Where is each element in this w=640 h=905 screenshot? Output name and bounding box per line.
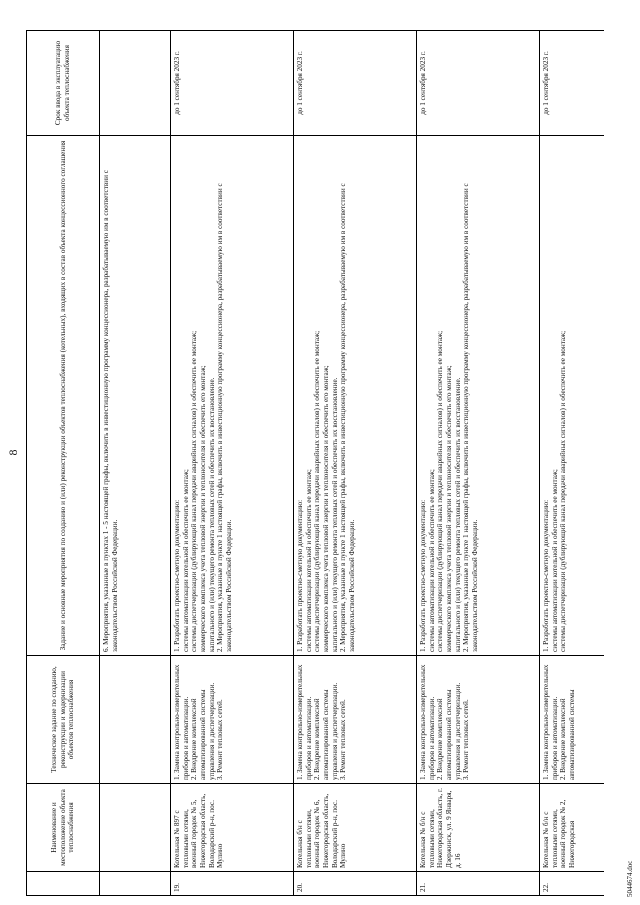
event-item: системы автоматизации котельной и обеспечить ее монтаж; bbox=[181, 469, 190, 652]
object-name-cell bbox=[100, 784, 171, 872]
event-item: 1. Разработать проектно-сметную документацию: bbox=[542, 499, 550, 652]
commissioning-term-cell: до 1 сентября 2023 г. bbox=[171, 31, 294, 136]
page-number: 8 bbox=[6, 449, 20, 456]
commissioning-term-cell: до 1 сентября 2023 г. bbox=[540, 31, 605, 136]
footer-doc-id: 5044674.doc bbox=[626, 860, 634, 897]
task-item: 2. Внедрение комплексной автоматизированной системы управления и диспетчеризации. bbox=[313, 682, 339, 780]
task-item: 3. Ремонт тепловых сетей. bbox=[462, 699, 471, 780]
event-item: капитального и (или) текущего ремонта тепловых сетей и обеспечить их восстановление. bbox=[207, 377, 216, 652]
events-cell bbox=[171, 136, 294, 656]
header-commissioning-term: Срок ввода в эксплуатацию объекта теплоснабжения bbox=[27, 31, 100, 136]
event-item: системы автоматизации котельной и обеспечить ее монтаж; bbox=[550, 469, 559, 652]
events-cell bbox=[100, 136, 171, 656]
events-cell bbox=[417, 136, 540, 656]
event-item: системы автоматизации котельной и обеспечить ее монтаж; bbox=[427, 469, 436, 652]
event-item: коммерческого комплекса учета тепловой энергии и теплоносителя и обеспечить его монтаж; bbox=[444, 365, 453, 652]
events-cell bbox=[294, 136, 417, 656]
technical-task-cell bbox=[417, 656, 540, 784]
header-object-name: Наименование и местоположение объекта теплоснабжения bbox=[27, 784, 100, 872]
task-item: 2. Внедрение комплексной автоматизированной системы bbox=[559, 689, 576, 780]
table-header-row bbox=[27, 31, 100, 896]
events-cell bbox=[540, 136, 605, 656]
header-technical-task: Техническое задание по созданию, реконструкции и модернизации объектов теплоснабжения bbox=[27, 656, 100, 784]
table-row bbox=[540, 31, 605, 896]
event-item: коммерческого комплекса учета тепловой энергии и теплоносителя и обеспечить его монтаж; bbox=[321, 365, 330, 652]
event-item: капитального и (или) текущего ремонта тепловых сетей и обеспечить их восстановление. bbox=[453, 377, 462, 652]
table-row bbox=[417, 31, 540, 896]
commissioning-term-cell bbox=[100, 31, 171, 136]
commissioning-term-cell: до 1 сентября 2023 г. bbox=[417, 31, 540, 136]
object-name-cell: Котельная б/н с тепловыми сетями, военный городок № 6, Нижегородская область, Володарский р-н, пос. Мулино bbox=[294, 784, 417, 872]
row-number bbox=[100, 872, 171, 896]
event-item: 1. Разработать проектно-сметную документацию: bbox=[419, 499, 427, 652]
event-item: 1. Разработать проектно-сметную документацию: bbox=[296, 499, 304, 652]
header-number bbox=[27, 872, 100, 896]
task-item: 3. Ремонт тепловых сетей. bbox=[339, 699, 348, 780]
task-item: 2. Внедрение комплексной автоматизированной системы управления и диспетчеризации. bbox=[190, 682, 216, 780]
event-item: 2. Мероприятия, указанные в пункте 1 настоящей графы, включить в инвестиционную программу концессионера, разрабатываемую им в соответствии с законодательством Российской Федерации. bbox=[339, 183, 356, 652]
technical-task-cell bbox=[294, 656, 417, 784]
table-row bbox=[294, 31, 417, 896]
event-item: 6. Мероприятия, указанные в пунктах 1 - 5 настоящей графы, включить в инвестиционную программу концессионера, разрабатываемую им в соответствии с законодательством Российской Федерации. bbox=[102, 170, 119, 652]
event-item: 2. Мероприятия, указанные в пункте 1 настоящей графы, включить в инвестиционную программу концессионера, разрабатываемую им в соответствии с законодательством Российской Федерации. bbox=[462, 183, 479, 652]
event-item: системы диспетчеризации (дублирующий канал передачи аварийных сигналов) и обеспечить ее монтаж; bbox=[559, 330, 568, 652]
task-item: 1. Замена контрольно-измерительных приборов и автоматизации. bbox=[173, 664, 190, 780]
table-body bbox=[100, 31, 605, 896]
row-number: 22. bbox=[540, 872, 605, 896]
row-number: 21. bbox=[417, 872, 540, 896]
event-item: 1. Разработать проектно-сметную документацию: bbox=[173, 499, 181, 652]
task-item: 1. Замена контрольно-измерительных приборов и автоматизации. bbox=[296, 664, 313, 780]
object-name-cell: Котельная № б/н с тепловыми сетями, Нижегородская область, г. Дзержинск, ул. 9 Января, д. 16 bbox=[417, 784, 540, 872]
row-number: 20. bbox=[294, 872, 417, 896]
event-item: 2. Мероприятия, указанные в пункте 1 настоящей графы, включить в инвестиционную программу концессионера, разрабатываемую им в соответствии с законодательством Российской Федерации. bbox=[216, 183, 233, 652]
table-row bbox=[171, 31, 294, 896]
event-item: капитального и (или) текущего ремонта тепловых сетей и обеспечить их восстановление. bbox=[330, 377, 339, 652]
event-item: системы диспетчеризации (дублирующий канал передачи аварийных сигналов) и обеспечить ее монтаж; bbox=[313, 330, 322, 652]
event-item: системы автоматизации котельной и обеспечить ее монтаж; bbox=[304, 469, 313, 652]
object-name-cell: Котельная № 897 с тепловыми сетями, военный городок № 5, Нижегородская область, Володарский р-н, пос. Мулино bbox=[171, 784, 294, 872]
technical-task-cell bbox=[540, 656, 605, 784]
event-item: коммерческого комплекса учета тепловой энергии и теплоносителя и обеспечить его монтаж; bbox=[198, 365, 207, 652]
task-item: 1. Замена контрольно-измерительных приборов и автоматизации. bbox=[419, 664, 436, 780]
event-item: системы диспетчеризации (дублирующий канал передачи аварийных сигналов) и обеспечить ее монтаж; bbox=[436, 330, 445, 652]
row-number: 19. bbox=[171, 872, 294, 896]
table-row bbox=[100, 31, 171, 896]
technical-task-cell bbox=[171, 656, 294, 784]
commissioning-term-cell: до 1 сентября 2023 г. bbox=[294, 31, 417, 136]
concession-table bbox=[26, 30, 604, 896]
task-item: 2. Внедрение комплексной автоматизированной системы управления и диспетчеризации. bbox=[436, 682, 462, 780]
event-item: системы диспетчеризации (дублирующий канал передачи аварийных сигналов) и обеспечить ее монтаж; bbox=[190, 330, 199, 652]
task-item: 3. Ремонт тепловых сетей. bbox=[216, 699, 225, 780]
technical-task-cell bbox=[100, 656, 171, 784]
task-item: 1. Замена контрольно-измерительных приборов и автоматизации. bbox=[542, 664, 559, 780]
object-name-cell: Котельная № б/н с тепловыми сетями, военный городок № 2, Нижегородская bbox=[540, 784, 605, 872]
header-events: Задание и основные мероприятия по созданию и (или) реконструкции объектов теплоснабжения (котельных), входящих в состав объекта концессионного соглашения bbox=[27, 136, 100, 656]
